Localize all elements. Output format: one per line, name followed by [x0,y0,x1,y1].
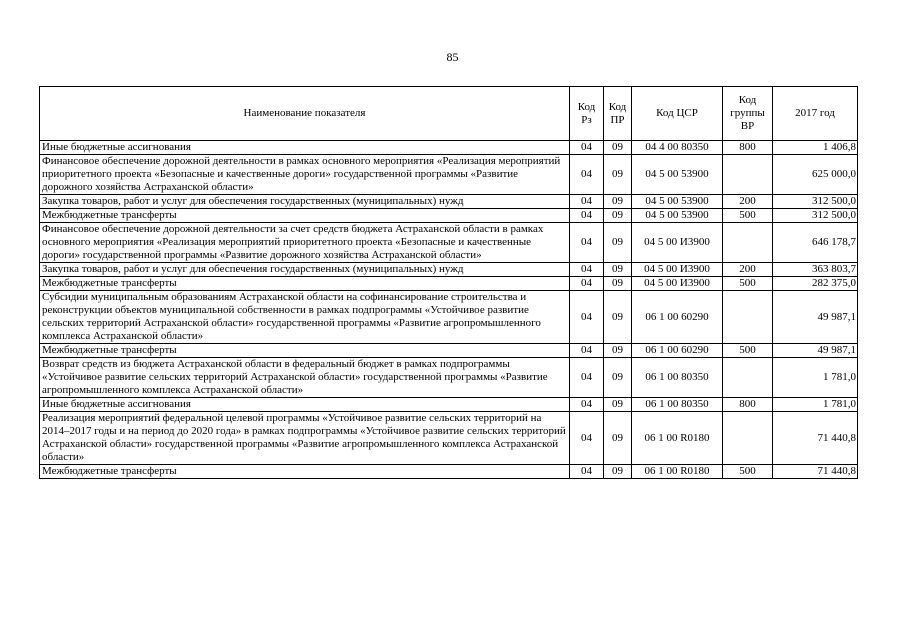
header-name: Наименование показателя [40,87,570,141]
row-vr [723,291,773,344]
row-name: Финансовое обеспечение дорожной деятельности в рамках основного мероприятия «Реализация мероприятий приоритетного проекта «Безопасные и качественные дороги» государственной программы «Развитие дорожного хозяйства Астраханской области» [40,155,570,195]
row-pr: 09 [604,398,632,412]
row-csr: 06 1 00 R0180 [632,412,723,465]
row-name: Закупка товаров, работ и услуг для обеспечения государственных (муниципальных) нужд [40,195,570,209]
row-name: Закупка товаров, работ и услуг для обеспечения государственных (муниципальных) нужд [40,263,570,277]
row-pr: 09 [604,412,632,465]
row-value: 1 781,0 [773,358,858,398]
row-pr: 09 [604,223,632,263]
row-vr: 500 [723,344,773,358]
row-name: Финансовое обеспечение дорожной деятельности за счет средств бюджета Астраханской области в рамках основного мероприятия «Реализация мероприятий приоритетного проекта «Безопасные и качественные дороги» государственной программы «Развитие дорожного хозяйства Астраханской области» [40,223,570,263]
header-year: 2017 год [773,87,858,141]
table-row [40,223,858,263]
row-pr: 09 [604,344,632,358]
row-name: Иные бюджетные ассигнования [40,398,570,412]
row-pr: 09 [604,277,632,291]
table-row [40,195,858,209]
row-name: Реализация мероприятий федеральной целевой программы «Устойчивое развитие сельских территорий на 2014–2017 годы и на период до 2020 года» в рамках подпрограммы «Устойчивое развитие сельских территорий Астраханской области» государственной программы «Развитие агропромышленного комплекса Астраханской области» [40,412,570,465]
table-row [40,465,858,479]
row-csr: 06 1 00 60290 [632,291,723,344]
row-value: 625 000,0 [773,155,858,195]
row-name: Иные бюджетные ассигнования [40,141,570,155]
header-rz: Код Рз [570,87,604,141]
row-csr: 04 5 00 53900 [632,195,723,209]
row-pr: 09 [604,209,632,223]
row-vr [723,223,773,263]
row-value: 49 987,1 [773,344,858,358]
table-row [40,263,858,277]
row-value: 71 440,8 [773,412,858,465]
row-value: 1 781,0 [773,398,858,412]
table-row [40,344,858,358]
row-name: Субсидии муниципальным образованиям Астраханской области на софинансирование строительства и реконструкции объектов муниципальной собственности в рамках подпрограммы «Устойчивое развитие сельских территорий Астраханской области» государственной программы «Развитие агропромышленного комплекса Астраханской области» [40,291,570,344]
row-value: 49 987,1 [773,291,858,344]
row-vr [723,155,773,195]
row-csr: 06 1 00 80350 [632,358,723,398]
row-value: 312 500,0 [773,195,858,209]
row-rz: 04 [570,358,604,398]
table-row [40,358,858,398]
row-rz: 04 [570,209,604,223]
row-value: 363 803,7 [773,263,858,277]
row-csr: 06 1 00 60290 [632,344,723,358]
row-name: Межбюджетные трансферты [40,344,570,358]
row-vr [723,412,773,465]
table-row [40,209,858,223]
table-row [40,412,858,465]
row-name: Межбюджетные трансферты [40,465,570,479]
row-vr: 200 [723,195,773,209]
table-row [40,398,858,412]
row-rz: 04 [570,277,604,291]
row-name: Возврат средств из бюджета Астраханской области в федеральный бюджет в рамках подпрограммы «Устойчивое развитие сельских территорий Астраханской области» государственной программы «Развитие агропромышленного комплекса Астраханской области» [40,358,570,398]
row-csr: 06 1 00 80350 [632,398,723,412]
row-vr: 500 [723,277,773,291]
table-row [40,155,858,195]
row-csr: 04 4 00 80350 [632,141,723,155]
row-value: 646 178,7 [773,223,858,263]
row-pr: 09 [604,465,632,479]
row-rz: 04 [570,195,604,209]
row-rz: 04 [570,398,604,412]
row-csr: 04 5 00 53900 [632,155,723,195]
header-csr: Код ЦСР [632,87,723,141]
row-pr: 09 [604,155,632,195]
row-pr: 09 [604,263,632,277]
row-vr: 800 [723,141,773,155]
header-pr: Код ПР [604,87,632,141]
row-vr: 500 [723,465,773,479]
row-pr: 09 [604,141,632,155]
row-rz: 04 [570,465,604,479]
row-csr: 04 5 00 И3900 [632,263,723,277]
row-name: Межбюджетные трансферты [40,209,570,223]
row-rz: 04 [570,344,604,358]
row-value: 282 375,0 [773,277,858,291]
row-value: 312 500,0 [773,209,858,223]
row-rz: 04 [570,223,604,263]
row-name: Межбюджетные трансферты [40,277,570,291]
table-header-row [40,87,858,141]
row-pr: 09 [604,291,632,344]
row-pr: 09 [604,358,632,398]
row-vr: 500 [723,209,773,223]
header-vr: Код группы ВР [723,87,773,141]
row-vr: 800 [723,398,773,412]
row-pr: 09 [604,195,632,209]
row-rz: 04 [570,412,604,465]
row-vr [723,358,773,398]
row-rz: 04 [570,155,604,195]
row-vr: 200 [723,263,773,277]
budget-table [39,86,858,479]
row-csr: 04 5 00 И3900 [632,277,723,291]
row-csr: 04 5 00 И3900 [632,223,723,263]
row-rz: 04 [570,141,604,155]
row-csr: 04 5 00 53900 [632,209,723,223]
table-row [40,277,858,291]
row-value: 1 406,8 [773,141,858,155]
page-number: 85 [446,50,459,64]
row-rz: 04 [570,263,604,277]
table-row [40,291,858,344]
row-csr: 06 1 00 R0180 [632,465,723,479]
row-value: 71 440,8 [773,465,858,479]
table-row [40,141,858,155]
row-rz: 04 [570,291,604,344]
